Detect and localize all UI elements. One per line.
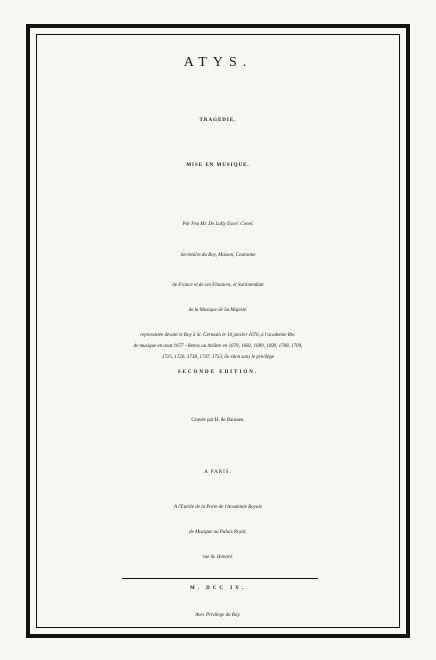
privilege-line: Avec Privilege du Roy. — [195, 613, 241, 618]
address-line-3: rue St. Honoré. — [202, 555, 234, 560]
city-line: A PARIS. — [204, 470, 232, 475]
address-line-1: A l'Entrée de la Porte de l'Academie Royale — [174, 505, 262, 510]
genre-line: TRAGEDIE. — [199, 118, 237, 123]
handwritten-note-3: 1725, 1726, 1738, 1747, 1753, 6e édon sans le privilège — [161, 355, 275, 360]
handwritten-note-1: representée devant le Roy à St. Germain le 10 janvier 1676, à l'academie Rle. — [140, 333, 296, 338]
inner-frame-border — [36, 34, 400, 628]
edition-line: SECONDE EDITION. — [177, 370, 259, 375]
author-line-2: Secretaire du Roy, Maison, Couronne — [180, 253, 256, 258]
engraver-line: Gravée par H. de Baussen. — [191, 418, 245, 423]
publication-year: M. DCC IX. — [189, 586, 247, 591]
music-line: MISE EN MUSIQUE. — [186, 163, 250, 168]
author-line-1: Par Feu Mr. De Lully Escer. Coner. — [182, 222, 254, 227]
author-line-4: de la Musique de Sa Majesté. — [188, 308, 248, 313]
address-line-2: de Musique au Palais Royal, — [189, 530, 247, 535]
author-line-3: de France et de ses Finances, et Surintendant — [172, 283, 264, 288]
handwritten-note-2: de musique en aout 1677 - Remis au théâtre en 1678, 1682, 1689, 1699, 1708, 1709, — [133, 344, 303, 349]
year-divider-rule — [122, 578, 318, 579]
work-title: ATYS. — [183, 55, 253, 70]
